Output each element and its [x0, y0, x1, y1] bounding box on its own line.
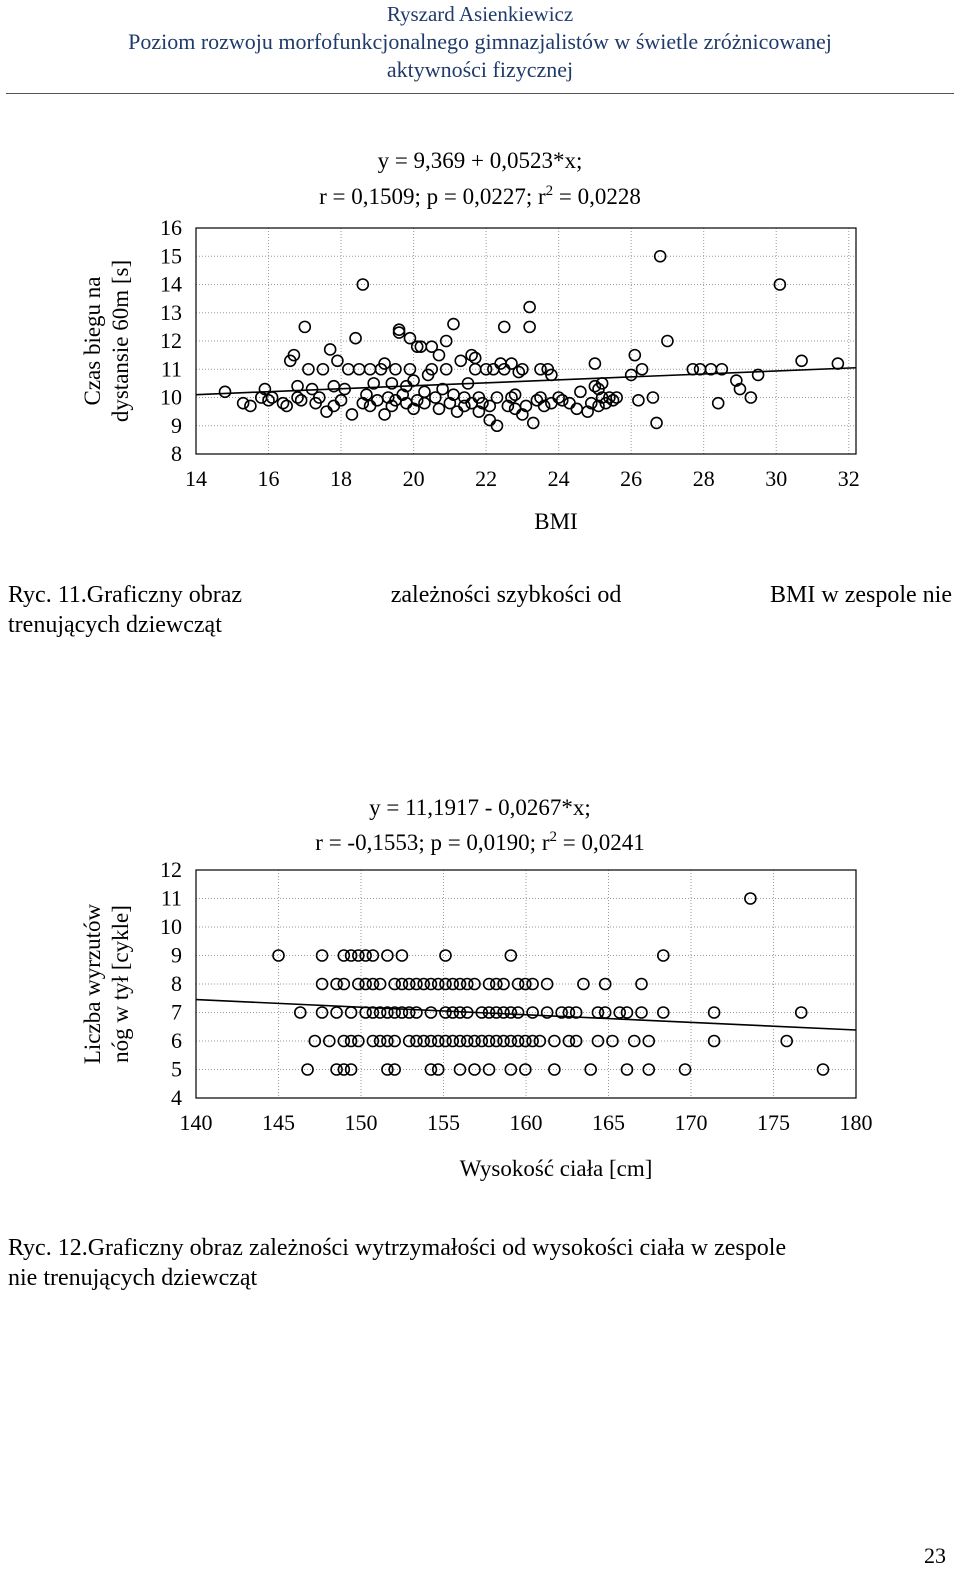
y-tick-label: 8 [171, 971, 182, 996]
x-tick-label: 175 [757, 1110, 790, 1135]
data-point [546, 398, 557, 409]
scatter-chart-speed-bmi [0, 140, 960, 560]
figure-11-caption-part1: Ryc. 11.Graficzny obraz [8, 582, 243, 608]
data-point [396, 950, 407, 961]
x-tick-label: 24 [547, 466, 570, 491]
chart-1-equation: y = 9,369 + 0,0523*x; [377, 148, 583, 173]
x-tick-label: 26 [620, 466, 643, 491]
data-point [455, 355, 466, 366]
x-tick-label: 150 [344, 1110, 378, 1135]
data-point [452, 406, 463, 417]
data-point [346, 409, 357, 420]
chart-1-y-axis-label-line1: Czas biegu na [80, 276, 105, 406]
data-point [299, 321, 310, 332]
x-tick-label: 32 [837, 466, 860, 491]
data-point [890, 364, 901, 375]
data-point [557, 395, 568, 406]
y-tick-label: 15 [160, 243, 182, 269]
chart-1-grid [196, 228, 856, 454]
data-point [832, 358, 843, 369]
data-point [637, 364, 648, 375]
data-point [510, 403, 521, 414]
running-header [0, 0, 960, 84]
data-point [510, 389, 521, 400]
header-title-line1: Poziom rozwoju morfofunkcjonalnego gimnazjalistów w świetle zróżnicowanej [128, 29, 832, 54]
data-point [484, 1064, 495, 1075]
y-tick-label: 10 [160, 914, 182, 939]
data-point [709, 1036, 720, 1047]
data-point [328, 400, 339, 411]
header-author: Ryszard Asienkiewicz [386, 2, 574, 26]
x-tick-label: 145 [262, 1110, 295, 1135]
x-tick-label: 28 [692, 466, 715, 491]
x-tick-label: 170 [674, 1110, 708, 1135]
x-tick-label: 16 [257, 466, 280, 491]
y-tick-label: 11 [160, 885, 182, 911]
figure-12-caption [8, 1233, 952, 1293]
y-tick-label: 7 [171, 999, 182, 1025]
x-tick-label: 155 [427, 1110, 460, 1135]
data-point [346, 1007, 357, 1018]
data-point [459, 400, 470, 411]
data-point [325, 344, 336, 355]
figure-11-caption-line2: trenujących dziewcząt [8, 612, 222, 638]
data-point [589, 381, 600, 392]
data-point [524, 302, 535, 313]
y-tick-label: 11 [160, 356, 182, 382]
data-point [528, 417, 539, 428]
data-point [328, 381, 339, 392]
y-tick-label: 9 [171, 412, 182, 438]
data-point [709, 1007, 720, 1018]
data-point [365, 400, 376, 411]
chart-1-y-axis-label-line2: dystansie 60m [s] [108, 259, 133, 423]
chart-1-stats: r = 0,1509; p = 0,0227; $r^2 = 0,0228$ [319, 183, 641, 209]
data-point [466, 350, 477, 361]
chart-2-stats: r = -0,1553; p = 0,0190; $r^2 = 0,0241$ [315, 829, 645, 855]
x-tick-label: 180 [839, 1110, 873, 1135]
x-tick-label: 14 [185, 466, 207, 491]
data-point [419, 398, 430, 409]
data-point [419, 386, 430, 397]
data-point [575, 386, 586, 397]
data-point [245, 400, 256, 411]
data-point [238, 398, 249, 409]
header-title-line2: aktywności fizycznej [386, 57, 574, 82]
figure-12-caption-line2: nie trenujących dziewcząt [8, 1265, 258, 1291]
y-tick-label: 5 [171, 1056, 182, 1082]
x-tick-label: 30 [765, 466, 788, 491]
y-tick-label: 6 [171, 1028, 182, 1053]
data-point [321, 406, 332, 417]
data-point [621, 1007, 632, 1018]
chart-2-y-axis-label-line2: nóg w tył [cykle] [108, 905, 133, 1063]
data-point [629, 350, 640, 361]
y-tick-label: 10 [160, 384, 182, 410]
x-tick-label: 18 [330, 466, 353, 491]
x-tick-label: 20 [402, 466, 425, 491]
y-tick-label: 13 [160, 299, 182, 325]
x-tick-label: 160 [509, 1110, 543, 1135]
data-point [713, 398, 724, 409]
data-point [524, 321, 535, 332]
data-point [220, 386, 231, 397]
data-point [278, 398, 289, 409]
data-point [589, 358, 600, 369]
y-tick-label: 8 [171, 441, 182, 466]
y-tick-label: 9 [171, 942, 182, 968]
data-point [372, 395, 383, 406]
data-point [281, 400, 292, 411]
y-tick-label: 16 [160, 215, 182, 240]
x-tick-label: 22 [475, 466, 498, 491]
data-point [531, 395, 542, 406]
x-tick-label: 165 [592, 1110, 625, 1135]
chart-2-y-axis-label-line1: Liczba wyrzutów [80, 903, 105, 1065]
figure-11-caption-part3: BMI w zespole nie [770, 582, 952, 608]
figure-11-caption-part2: zależności szybkości od [390, 582, 622, 608]
data-point [796, 355, 807, 366]
data-point [651, 417, 662, 428]
data-point [608, 395, 619, 406]
chart-1-x-axis-label: BMI [534, 509, 578, 534]
data-point [433, 350, 444, 361]
chart-2-x-axis-label: Wysokość ciała [cm] [459, 1156, 653, 1181]
data-point [448, 319, 459, 330]
data-point [513, 367, 524, 378]
y-tick-label: 12 [160, 328, 182, 353]
data-point [621, 1064, 632, 1075]
data-point [470, 352, 481, 363]
data-point [296, 395, 307, 406]
y-tick-label: 12 [160, 857, 182, 882]
scatter-chart-endurance-height [0, 790, 960, 1210]
data-point [564, 398, 575, 409]
figure-11-caption [8, 580, 952, 640]
data-point [633, 395, 644, 406]
header-divider [6, 93, 954, 94]
y-tick-label: 14 [160, 271, 182, 297]
data-point [346, 950, 357, 961]
chart-2-equation: y = 11,1917 - 0,0267*x; [369, 795, 591, 820]
data-point [499, 321, 510, 332]
y-tick-label: 4 [171, 1085, 182, 1110]
data-point [571, 403, 582, 414]
page-number: 23 [924, 1543, 946, 1568]
data-point [433, 403, 444, 414]
figure-12-caption-line1: Ryc. 12.Graficzny obraz zależności wytrzymałości od wysokości ciała w zespole [8, 1235, 787, 1261]
data-point [350, 333, 361, 344]
x-tick-label: 140 [179, 1110, 213, 1135]
